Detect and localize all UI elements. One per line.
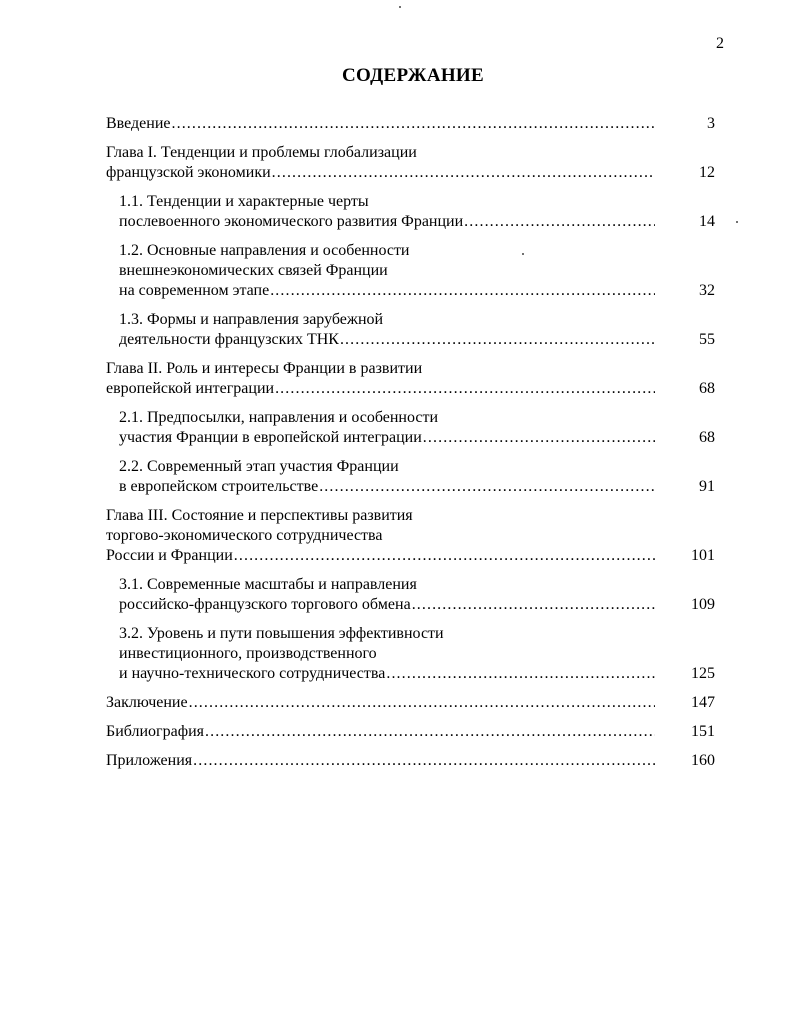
toc-page-number: 55 (699, 331, 715, 348)
toc-entry (106, 192, 721, 232)
toc-entry-line: 1.2. Основные направления и особенности (119, 242, 410, 259)
toc-entry (106, 310, 721, 350)
toc-page-number: 109 (691, 596, 715, 613)
toc-page-number: 32 (699, 282, 715, 299)
toc-entry-last-line (106, 751, 721, 771)
scan-speck (399, 6, 401, 8)
toc-entry-line: европейской интеграции (106, 380, 275, 397)
toc-entry-line: Введение (106, 115, 171, 132)
toc-entry (106, 114, 721, 134)
toc-entry (106, 751, 721, 771)
toc-entry (106, 624, 721, 684)
toc-entry-line: Глава III. Состояние и перспективы развития (106, 507, 413, 524)
toc-entry-line: послевоенного экономического развития Франции (119, 213, 464, 230)
toc-entry-line: 3.2. Уровень и пути повышения эффективности (119, 625, 444, 642)
toc-entry-last-line (119, 595, 721, 615)
scan-speck (736, 221, 738, 223)
toc-entry-last-line (119, 477, 721, 497)
toc-entry-line: Глава II. Роль и интересы Франции в развитии (106, 360, 423, 377)
toc-page-number: 68 (699, 380, 715, 397)
toc-page-number: 147 (691, 694, 715, 711)
toc-entry (106, 241, 721, 301)
toc-entry-line: 1.3. Формы и направления зарубежной (119, 311, 384, 328)
toc-entry-line: 2.1. Предпосылки, направления и особенности (119, 409, 439, 426)
toc-entry-last-line (106, 163, 721, 183)
toc-entry-line: инвестиционного, производственного (119, 645, 377, 662)
toc-entry (106, 693, 721, 713)
toc-entry-last-line (106, 722, 721, 742)
toc-entry-line: внешнеэкономических связей Франции (119, 262, 388, 279)
toc-entry-line: в европейском строительстве (119, 478, 319, 495)
dot-leader (193, 751, 655, 771)
toc-entry-line: Заключение (106, 694, 188, 711)
toc-entry-last-line (106, 379, 721, 399)
toc-entry-last-line (119, 330, 721, 350)
toc-page-number: 3 (707, 115, 715, 132)
dot-leader (340, 330, 655, 350)
toc-entry-line: Приложения (106, 752, 193, 769)
dot-leader (270, 281, 655, 301)
page-title: СОДЕРЖАНИЕ (342, 65, 484, 86)
dot-leader (423, 428, 655, 448)
dot-leader (412, 595, 655, 615)
toc-page-number: 160 (691, 752, 715, 769)
toc-entry-line: торгово-экономического сотрудничества (106, 527, 383, 544)
toc-entry-line: французской экономики (106, 164, 271, 181)
dot-leader (205, 722, 655, 742)
toc-entry (106, 575, 721, 615)
toc-page-number: 91 (699, 478, 715, 495)
toc-entry-line: Глава I. Тенденции и проблемы глобализации (106, 144, 417, 161)
toc-entry (106, 359, 721, 399)
toc-entry-line: Библиография (106, 723, 204, 740)
toc-entry-last-line (106, 114, 721, 134)
toc-page-number: 125 (691, 665, 715, 682)
dot-leader (386, 664, 655, 684)
dot-leader (464, 212, 655, 232)
toc-entry-line: России и Франции (106, 547, 233, 564)
toc-entry-line: и научно-технического сотрудничества (119, 665, 386, 682)
toc-page-number: 151 (691, 723, 715, 740)
toc-entry-last-line (119, 281, 721, 301)
dot-leader (272, 163, 655, 183)
toc-entry-line: 1.1. Тенденции и характерные черты (119, 193, 369, 210)
toc-entry (106, 722, 721, 742)
toc-entry-last-line (106, 693, 721, 713)
dot-leader (275, 379, 655, 399)
toc-entry-line: участия Франции в европейской интеграции (119, 429, 422, 446)
table-of-contents (106, 114, 721, 780)
toc-entry-last-line (106, 546, 721, 566)
toc-entry-line: 3.1. Современные масштабы и направления (119, 576, 417, 593)
toc-entry-line: 2.2. Современный этап участия Франции (119, 458, 399, 475)
page-number: 2 (716, 35, 724, 52)
dot-leader (189, 693, 655, 713)
toc-page-number: 68 (699, 429, 715, 446)
toc-page-number: 14 (699, 213, 715, 230)
toc-entry (106, 143, 721, 183)
dot-leader (172, 114, 656, 134)
toc-entry-line: деятельности французских ТНК (119, 331, 339, 348)
dot-leader (319, 477, 655, 497)
toc-entry (106, 506, 721, 566)
scan-speck (522, 253, 524, 255)
toc-page-number: 12 (699, 164, 715, 181)
toc-entry (106, 408, 721, 448)
dot-leader (234, 546, 655, 566)
toc-entry-line: российско-французского торгового обмена (119, 596, 411, 613)
toc-entry (106, 457, 721, 497)
toc-page-number: 101 (691, 547, 715, 564)
toc-entry-line: на современном этапе (119, 282, 270, 299)
toc-entry-last-line (119, 212, 721, 232)
toc-entry-last-line (119, 664, 721, 684)
toc-entry-last-line (119, 428, 721, 448)
